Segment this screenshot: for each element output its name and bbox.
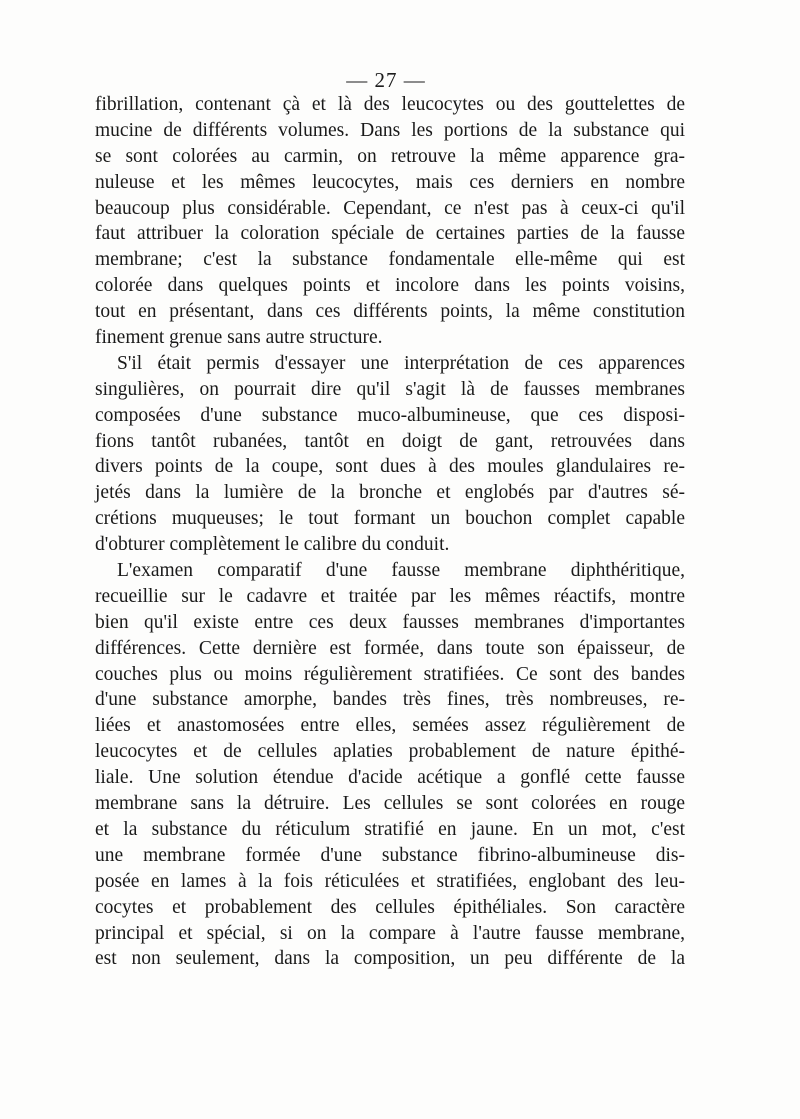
text-line: bien qu'il existe entre ces deux fausses membranes d'importantes <box>95 611 685 633</box>
text-line: beaucoup plus considérable. Cependant, ce n'est pas à ceux-ci qu'il <box>95 197 685 219</box>
text-line: S'il était permis d'essayer une interprétation de ces apparences <box>117 352 685 374</box>
text-line: se sont colorées au carmin, on retrouve la même apparence gra- <box>95 145 685 167</box>
text-line: membrane sans la détruire. Les cellules se sont colorées en rouge <box>95 793 685 815</box>
text-line: L'examen comparatif d'une fausse membrane diphthéritique, <box>117 560 685 582</box>
text-line: différences. Cette dernière est formée, dans toute son épaisseur, de <box>95 637 685 659</box>
text-line: faut attribuer la coloration spéciale de certaines parties de la fausse <box>95 223 685 245</box>
text-line: recueillie sur le cadavre et traitée par les mêmes réactifs, montre <box>95 585 685 607</box>
paragraph-3 <box>95 558 685 972</box>
text-line: singulières, on pourrait dire qu'il s'agit là de fausses membranes <box>95 378 685 400</box>
paragraph-2 <box>95 351 685 558</box>
text-line: et la substance du réticulum stratifié en jaune. En un mot, c'est <box>95 818 685 840</box>
text-line: tout en présentant, dans ces différents points, la même constitution <box>95 301 685 323</box>
text-line: divers points de la coupe, sont dues à des moules glandulaires re- <box>95 456 685 478</box>
text-line: est non seulement, dans la composition, un peu différente de la <box>95 948 685 970</box>
text-line: crétions muqueuses; le tout formant un bouchon complet capable <box>95 508 685 530</box>
text-line: principal et spécial, si on la compare à l'autre fausse membrane, <box>95 922 685 944</box>
text-line: jetés dans la lumière de la bronche et englobés par d'autres sé- <box>95 482 685 504</box>
text-line: d'une substance amorphe, bandes très fines, très nombreuses, re- <box>95 689 685 711</box>
paragraph-1 <box>95 92 685 351</box>
text-line: membrane; c'est la substance fondamentale elle-même qui est <box>95 249 685 271</box>
text-line: nuleuse et les mêmes leucocytes, mais ces derniers en nombre <box>95 171 685 193</box>
text-line: d'obturer complètement le calibre du conduit. <box>95 534 450 556</box>
text-line: liale. Une solution étendue d'acide acétique a gonflé cette fausse <box>95 767 685 789</box>
body-text <box>95 92 685 972</box>
text-line: finement grenue sans autre structure. <box>95 327 383 349</box>
text-line: couches plus ou moins régulièrement stratifiées. Ce sont des bandes <box>95 663 685 685</box>
text-line: une membrane formée d'une substance fibrino-albumineuse dis- <box>95 844 685 866</box>
text-line: fibrillation, contenant çà et là des leucocytes ou des gouttelettes de <box>95 94 685 115</box>
text-line: liées et anastomosées entre elles, semées assez régulièrement de <box>95 715 685 737</box>
text-line: mucine de différents volumes. Dans les portions de la substance qui <box>95 119 685 141</box>
text-line: posée en lames à la fois réticulées et stratifiées, englobant des leu- <box>95 870 685 892</box>
text-line: cocytes et probablement des cellules épithéliales. Son caractère <box>95 896 685 918</box>
text-line: composées d'une substance muco-albumineuse, que ces disposi- <box>95 404 685 426</box>
text-line: fions tantôt rubanées, tantôt en doigt de gant, retrouvées dans <box>95 430 685 452</box>
text-line: colorée dans quelques points et incolore dans les points voisins, <box>95 275 685 297</box>
page-number: — 27 — <box>346 68 426 92</box>
text-line: leucocytes et de cellules aplaties probablement de nature épithé- <box>95 741 685 763</box>
